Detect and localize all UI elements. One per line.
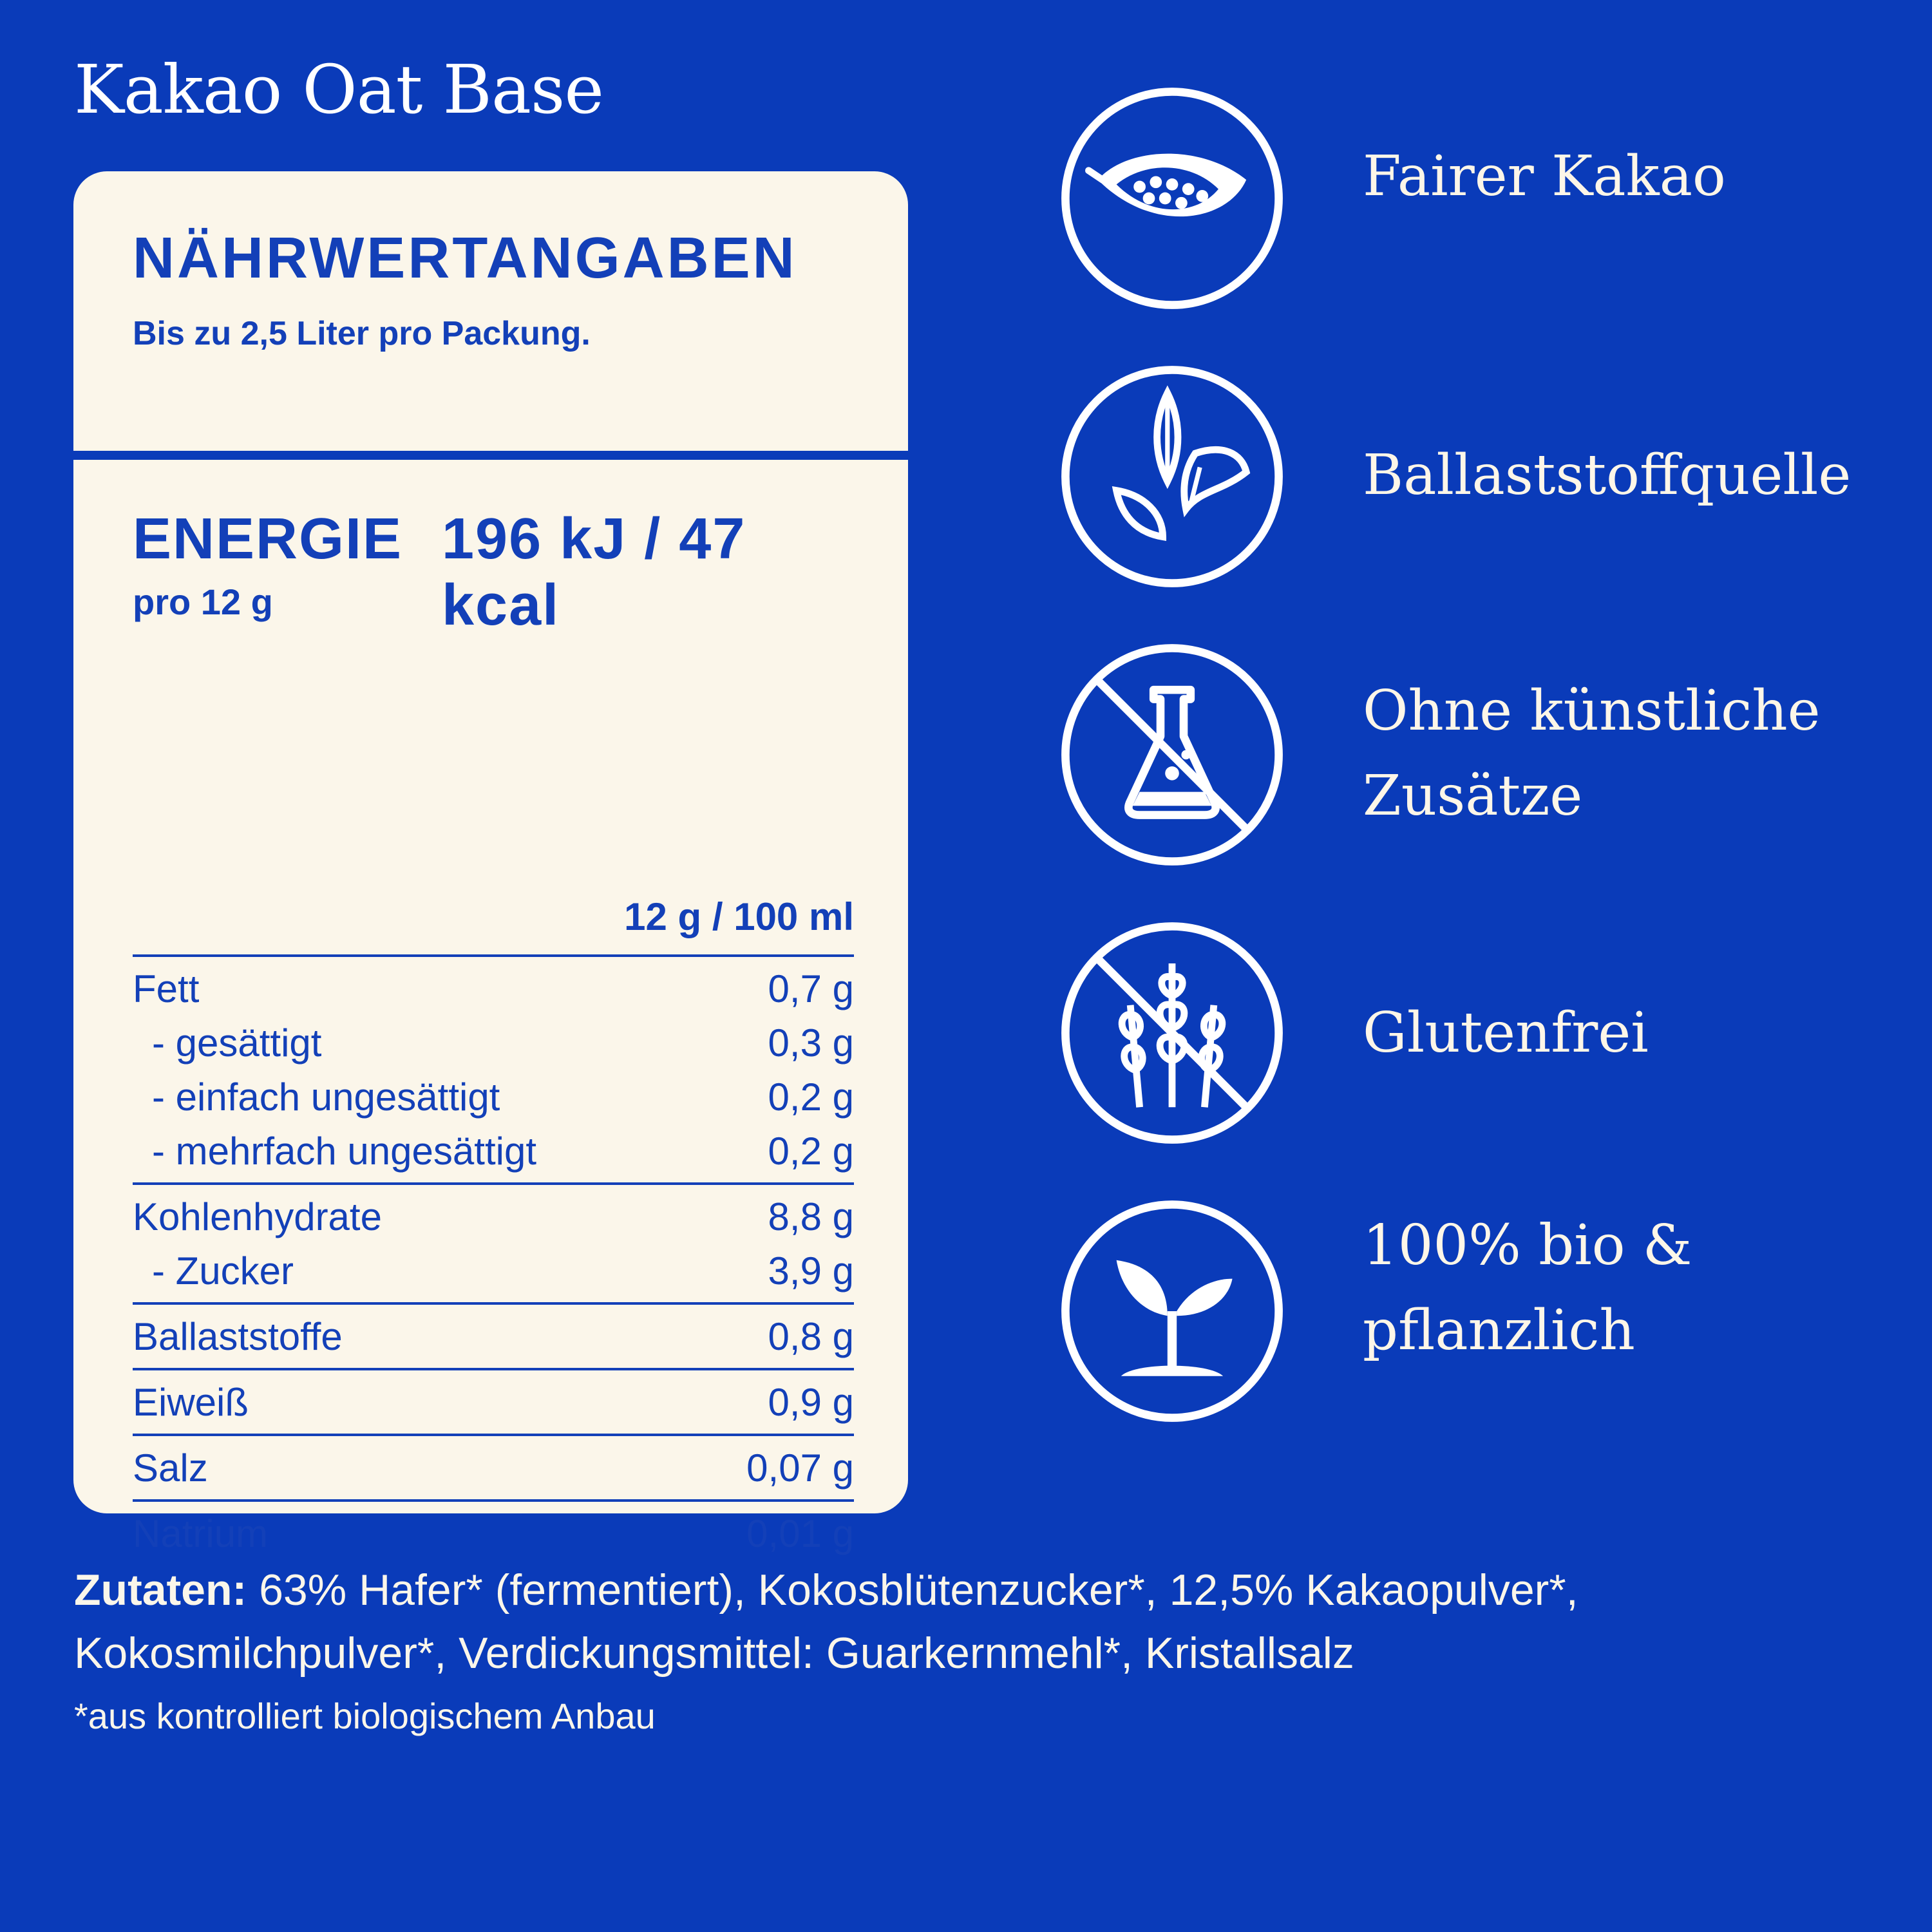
ingredients-line-2: Kokosmilchpulver*, Verdickungsmittel: Guarkernmehl*, Kristallsalz bbox=[74, 1629, 1354, 1678]
ingredients-line-1 bbox=[74, 1558, 1864, 1622]
organic-footnote: *aus kontrolliert biologischem Anbau bbox=[74, 1696, 656, 1736]
package-note: Bis zu 2,5 Liter pro Packung. bbox=[133, 315, 591, 352]
feature-label-line2: pflanzlich bbox=[1363, 1298, 1635, 1363]
sodium-group bbox=[133, 1499, 854, 1565]
row-value: 0,07 g bbox=[746, 1446, 854, 1490]
oat-grain-icon bbox=[1056, 361, 1288, 592]
nutrition-table bbox=[133, 893, 854, 1565]
row-value: 0,3 g bbox=[768, 1021, 854, 1065]
table-row bbox=[133, 1507, 854, 1561]
feature-label-line2: Zusätze bbox=[1363, 764, 1583, 828]
ingredients-label: Zutaten: bbox=[74, 1566, 247, 1615]
row-value: 0,2 g bbox=[768, 1130, 854, 1173]
feature-organic-plant bbox=[1056, 1195, 1893, 1427]
row-value: 0,7 g bbox=[768, 967, 854, 1010]
gluten-free-icon bbox=[1056, 917, 1288, 1149]
feature-label: Fairer Kakao bbox=[1363, 144, 1726, 209]
row-value: 3,9 g bbox=[768, 1249, 854, 1293]
energy-value: 196 kJ / 47 kcal bbox=[442, 507, 746, 638]
cocoa-pod-icon bbox=[1056, 82, 1288, 314]
product-title: Kakao Oat Base bbox=[74, 50, 603, 129]
column-header: 12 g / 100 ml bbox=[624, 895, 854, 938]
carbs-group bbox=[133, 1182, 854, 1302]
no-chemicals-icon bbox=[1056, 639, 1288, 871]
row-label: Ballaststoffe bbox=[133, 1315, 343, 1358]
energy-serving: pro 12 g bbox=[133, 582, 273, 622]
row-label: Kohlenhydrate bbox=[133, 1195, 382, 1238]
panel-divider bbox=[73, 451, 908, 460]
feature-no-additives bbox=[1056, 639, 1893, 871]
feature-gluten-free bbox=[1056, 917, 1893, 1149]
table-row bbox=[133, 1244, 854, 1298]
ingredients-list-part1: 63% Hafer* (fermentiert), Kokosblütenzucker*, 12,5% Kakaopulver*, bbox=[247, 1566, 1578, 1615]
row-label: Natrium bbox=[133, 1512, 269, 1555]
table-row bbox=[133, 1310, 854, 1364]
table-row bbox=[133, 1070, 854, 1124]
table-row bbox=[133, 1441, 854, 1495]
row-value: 8,8 g bbox=[768, 1195, 854, 1238]
table-row bbox=[133, 1376, 854, 1430]
table-row bbox=[133, 1190, 854, 1244]
nutrition-panel bbox=[73, 171, 908, 1555]
row-label: - mehrfach ungesättigt bbox=[152, 1130, 536, 1173]
feature-label: Ballaststoffquelle bbox=[1363, 443, 1852, 507]
fat-group bbox=[133, 954, 854, 1182]
feature-label: Glutenfrei bbox=[1363, 1001, 1649, 1065]
fiber-group bbox=[133, 1302, 854, 1368]
feature-fair-cocoa bbox=[1056, 82, 1893, 314]
row-label: - Zucker bbox=[152, 1249, 294, 1293]
row-label: - gesättigt bbox=[152, 1021, 322, 1065]
row-value: 0,9 g bbox=[768, 1381, 854, 1424]
sprout-icon bbox=[1056, 1195, 1288, 1427]
row-value: 0,8 g bbox=[768, 1315, 854, 1358]
nutrition-heading: NÄHRWERTANGABEN bbox=[133, 226, 797, 290]
row-label: Fett bbox=[133, 967, 200, 1010]
ingredients-text bbox=[74, 1558, 1864, 1685]
row-value: 0,2 g bbox=[768, 1075, 854, 1119]
table-row bbox=[133, 1124, 854, 1179]
row-value: 0,01 g bbox=[746, 1512, 854, 1555]
feature-label: 100% bio & bbox=[1363, 1213, 1692, 1278]
table-row bbox=[133, 1016, 854, 1070]
salt-group bbox=[133, 1434, 854, 1499]
table-row bbox=[133, 962, 854, 1016]
row-label: - einfach ungesättigt bbox=[152, 1075, 500, 1119]
energy-label: ENERGIE bbox=[133, 507, 403, 571]
feature-label: Ohne künstliche bbox=[1363, 679, 1821, 743]
protein-group bbox=[133, 1368, 854, 1434]
row-label: Salz bbox=[133, 1446, 208, 1490]
row-label: Eiweiß bbox=[133, 1381, 249, 1424]
feature-fiber bbox=[1056, 361, 1893, 592]
